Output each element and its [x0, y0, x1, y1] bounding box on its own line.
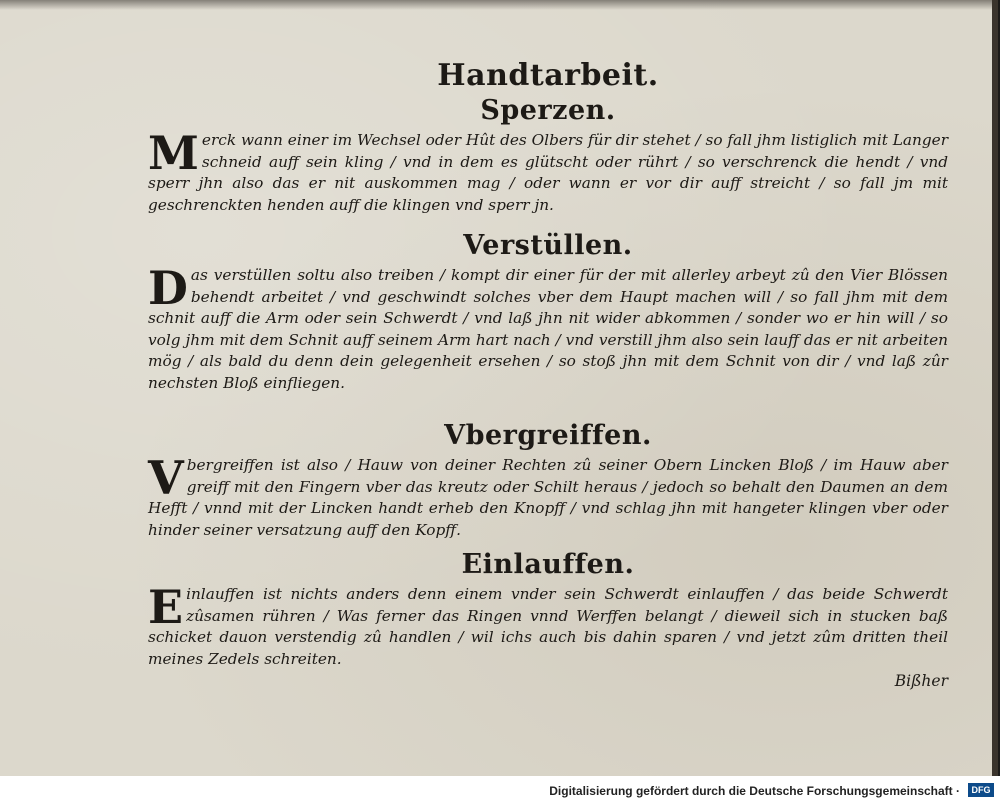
drop-initial: D: [148, 261, 188, 315]
section-heading-sperzen: Sperzen.: [480, 95, 616, 126]
section-paragraph-einlauffen: [148, 580, 948, 670]
section-paragraph-vbergreiffen: [148, 451, 948, 541]
footer-bar: [0, 776, 1000, 804]
drop-initial: E: [148, 580, 184, 634]
drop-initial: M: [148, 126, 199, 180]
catchword: Bißher: [894, 672, 948, 690]
paragraph-text: as verstüllen soltu also treiben / kompt dir einer für der mit allerley arbeyt zû den Vier Blössen behendt arbeitet / vnd geschwindt solches vber dem Haupt machen will / so fall jhm mit dem schnit auff die Arm oder sein Schwerdt / vnd laß jhn nit wider abkommen / sonder wo er hin will / so volg jhm mit dem Schnit auff seinem Arm hart nach / vnd verstill jhm also sein lauff das er nit arbeiten mög / als bald du denn dein gelegenheit ersehen / so stoß jhn mit dem Schnit von dir / vnd laß zûr nechsten Bloß einfliegen.: [148, 266, 948, 392]
paragraph-text: bergreiffen ist also / Hauw von deiner Rechten zû seiner Obern Lincken Bloß / im Hauw aber greiff mit den Fingern vber das kreutz oder Schilt heraus / jedoch so behalt den Daumen an dem Hefft / vnnd mit der Lincken handt erheb den Knopff / vnd schlag jhn mit hangeter klingen vber oder hinder seiner versatzung auff den Kopff.: [148, 456, 948, 539]
page-title: Handtarbeit.: [437, 58, 659, 93]
dfg-logo: DFG: [968, 783, 994, 797]
drop-initial: V: [148, 451, 184, 505]
section-paragraph-verstuellen: [148, 261, 948, 394]
page-text: [148, 48, 948, 690]
section-paragraph-sperzen: [148, 126, 949, 216]
paragraph-text: erck wann einer im Wechsel oder Hût des Olbers für dir stehet / so fall jhm listiglich mit Langer schneid auff sein kling / vnd in dem es glütscht oder rührt / so verschrenck die hendt / vnd sperr jhn also das er nit auskommen mag / oder wann er vor dir auff streicht / so fall jm mit geschrenckten henden auff die klingen vnd sperr jn.: [148, 131, 949, 214]
section-heading-verstuellen: Verstüllen.: [463, 230, 633, 261]
paragraph-text: inlauffen ist nichts anders denn einem vnder sein Schwerdt einlauffen / das beide Schwerdt zûsamen rühren / Was ferner das Ringen vnnd Werffen belangt / dieweil sich in stucken baß schicket dauon verstendig zû handlen / wil ichs auch bis dahin sparen / vnd jetzt zûm dritten theil meines Zedels schreiten.: [148, 585, 948, 668]
section-heading-vbergreiffen: Vbergreiffen.: [444, 420, 652, 451]
funding-credit: Digitalisierung gefördert durch die Deutsche Forschungsgemeinschaft ·: [549, 784, 960, 798]
section-heading-einlauffen: Einlauffen.: [461, 549, 635, 580]
